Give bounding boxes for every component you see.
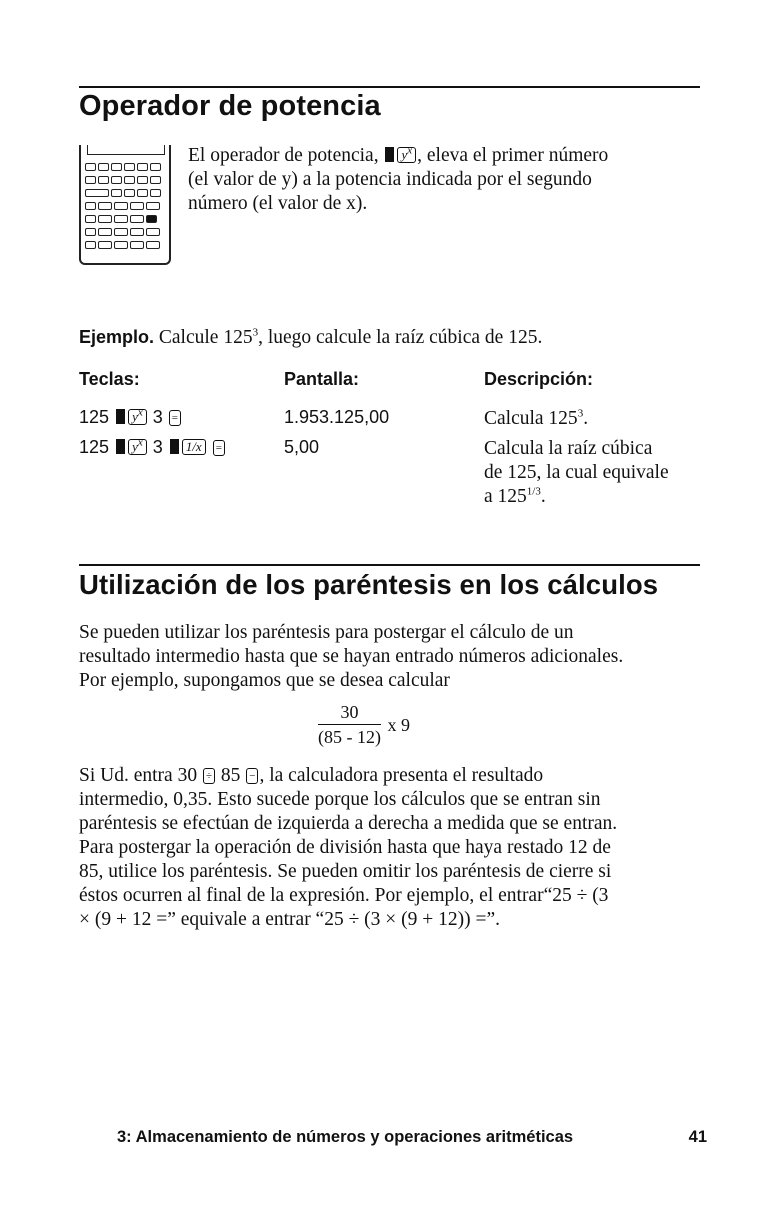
display-value: 5,00 (284, 437, 320, 457)
col-keys-header: Teclas: (79, 369, 140, 389)
row-description: Calcula $125^3$. (484, 407, 589, 429)
power-key: $y^x$ (128, 409, 147, 425)
formula (318, 702, 410, 748)
equals-key: = (213, 440, 225, 456)
calculator-display-icon (87, 145, 165, 155)
section-rule (79, 564, 700, 566)
shift-key-icon (170, 439, 179, 454)
calculator-keypad-icon (79, 145, 171, 265)
display-value: 1.953.125,00 (284, 407, 390, 427)
parentheses-intro: Se pueden utilizar los paréntesis para postergar el cálculo de un resultado intermedio hasta que se hayan entrado números adicionales. Por ejemplo, supongamos que se desea calcular (79, 622, 624, 691)
minus-key: − (246, 768, 258, 784)
chapter-title: 3: Almacenamiento de números y operaciones aritméticas (117, 1128, 574, 1146)
power-key: $y^x$ (128, 439, 147, 455)
top-rule (79, 86, 700, 88)
col-display-header: Pantalla: (284, 369, 360, 389)
formula-denominator: (85 - 12) (318, 727, 381, 747)
formula-multiplier: x 9 (387, 714, 410, 735)
reciprocal-key: 1/x (182, 439, 206, 455)
section-title-parentheses: Utilización de los paréntesis en los cálculos (79, 569, 659, 600)
power-key: $y^x$ (397, 147, 416, 163)
parentheses-explanation: Si Ud. entra 30 ÷ 85 − , la calculadora presenta el resultado intermedio, 0,35. Esto sucede porque los cálculos que se entran sin paréntesis se efectúan de izquierda a derecha a medida que se entran. Para postergar la operación de división hasta que haya restado 12 de 85, utilice los paréntesis. Se pueden omitir los paréntesis de cierre si éstos ocurren al final de la expresión. Por ejemplo, el entrar“25 ÷ (3 × (9 + 12 =” equivale a entrar “25 ÷ (3 × (9 + 12)) =”. (79, 765, 618, 930)
equals-key: = (169, 410, 181, 426)
divide-key: ÷ (203, 768, 215, 784)
shift-key-icon (116, 409, 125, 424)
page-number: 41 (688, 1128, 707, 1146)
power-intro: El operador de potencia, $y^x$ , eleva el primer número (el valor de y) a la potencia indicada por el segundo número (el valor de x). (188, 144, 609, 214)
example-table (79, 369, 709, 509)
table-row: 125 $y^x$ 3 1/x = 5,00 Calcula la raíz cúbica de 125, la cual equivale a $125^{1/3}$. (79, 436, 669, 507)
row-description: Calcula la raíz cúbica de 125, la cual equivale a $125^{1/3}$. (484, 438, 669, 507)
col-desc-header: Descripción: (484, 369, 594, 389)
shift-key-icon (385, 147, 394, 162)
formula-numerator: 30 (318, 702, 381, 725)
section-title-power: Operador de potencia (79, 90, 381, 122)
table-row: 125 $y^x$ 3 = 1.953.125,00 Calcula $125^3$. (79, 407, 709, 437)
example-line: Ejemplo. Calcule $125^3$, luego calcule la raíz cúbica de 125. (79, 326, 543, 348)
shift-key-icon (116, 439, 125, 454)
page-footer (117, 1128, 707, 1147)
